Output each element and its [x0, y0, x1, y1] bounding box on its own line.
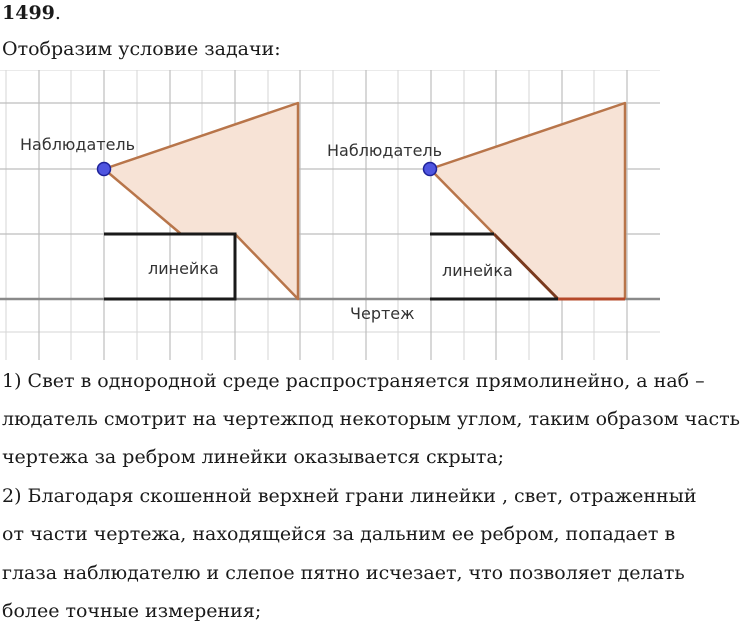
intro-text: Отобразим условие задачи: — [2, 38, 281, 60]
left-observer-point — [98, 163, 111, 176]
paragraph-line: людатель смотрит на чертежпод некоторым углом, таким образом часть — [2, 408, 741, 430]
paragraph-line: чертежа за ребром линейки оказывается скрыта; — [2, 446, 505, 468]
diagram-svg — [0, 70, 660, 360]
paragraph-line: глаза наблюдателю и слепое пятно исчезает, что позволяет делать — [2, 562, 685, 584]
drawing-label: Чертеж — [350, 304, 415, 323]
left-panel — [20, 103, 298, 299]
paragraph-line: 1) Свет в однородной среде распространяется прямолинейно, а наб – — [2, 370, 705, 392]
diagram — [0, 70, 660, 360]
right-panel — [327, 103, 625, 299]
problem-number: 1499. — [2, 2, 61, 24]
paragraph-line: от части чертежа, находящейся за дальним ее ребром, попадает в — [2, 523, 676, 545]
right-observer-point — [424, 163, 437, 176]
left-ruler-label: линейка — [148, 259, 219, 278]
paragraph-line: 2) Благодаря скошенной верхней грани линейки , свет, отраженный — [2, 485, 697, 507]
left-observer-label: Наблюдатель — [20, 135, 136, 154]
right-ruler-label: линейка — [442, 261, 513, 280]
right-observer-label: Наблюдатель — [327, 141, 443, 160]
paragraph-line: более точные измерения; — [2, 600, 262, 622]
